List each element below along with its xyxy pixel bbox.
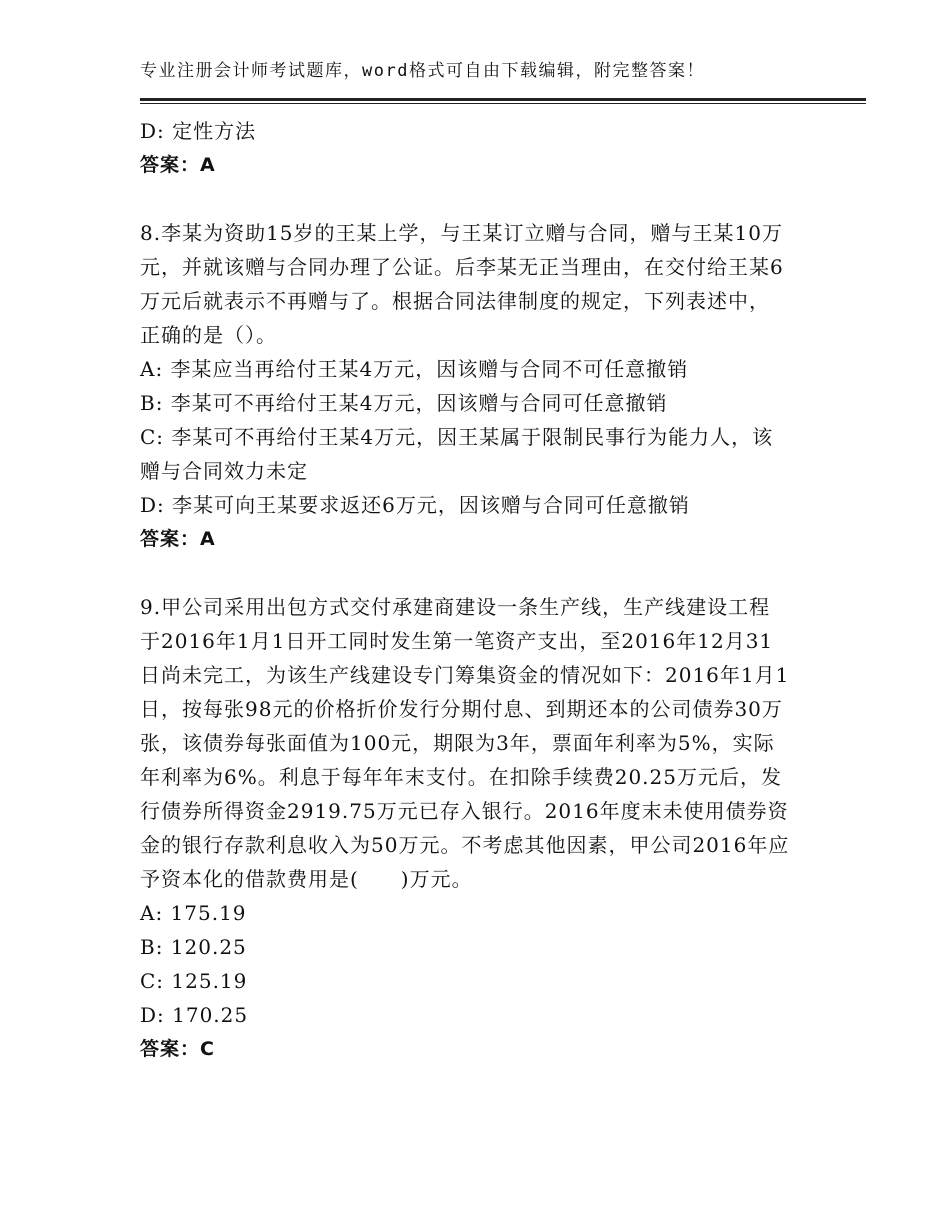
q9-answer: 答案：C [140, 1038, 215, 1060]
q8-stem-line: 万元后就表示不再赠与了。根据合同法律制度的规定，下列表述中， [140, 289, 770, 313]
q9-stem-line: 张，该债券每张面值为100元，期限为3年，票面年利率为5%，实际 [140, 731, 775, 755]
q8-answer: 答案：A [140, 528, 216, 550]
q9-stem-line: 行债券所得资金2919.75万元已存入银行。2016年度末未使用债券资 [140, 799, 789, 823]
q9-option-a: A: 175.19 [140, 901, 247, 925]
q9-stem-line: 日，按每张98元的价格折价发行分期付息、到期还本的公司债券30万 [140, 697, 783, 721]
q8-stem-line: 元，并就该赠与合同办理了公证。后李某无正当理由，在交付给王某6 [140, 255, 784, 279]
q9-stem-line: 予资本化的借款费用是( )万元。 [140, 867, 473, 891]
q9-option-b: B: 120.25 [140, 935, 247, 959]
page-header: 专业注册会计师考试题库，word格式可自由下载编辑，附完整答案！ [140, 61, 705, 81]
header-rule-thin [140, 103, 866, 104]
q9-stem-line: 日尚未完工，为该生产线建设专门筹集资金的情况如下：2016年1月1 [140, 663, 790, 687]
spacer [140, 182, 820, 216]
q7-option-d: D: 定性方法 [140, 119, 257, 143]
q8-option-a: A: 李某应当再给付王某4万元，因该赠与合同不可任意撤销 [140, 357, 689, 381]
q9-stem-line: 金的银行存款利息收入为50万元。不考虑其他因素，甲公司2016年应 [140, 833, 790, 857]
question-8 [140, 216, 820, 556]
q9-option-d: D: 170.25 [140, 1003, 249, 1027]
question-9 [140, 590, 820, 1066]
q8-option-c-cont: 赠与合同效力未定 [140, 459, 308, 483]
q8-stem-line: 8.李某为资助15岁的王某上学，与王某订立赠与合同，赠与王某10万 [140, 221, 783, 245]
q9-stem-line: 于2016年1月1日开工同时发生第一笔资产支出，至2016年12月31 [140, 629, 774, 653]
q8-option-c: C: 李某可不再给付王某4万元，因王某属于限制民事行为能力人，该 [140, 425, 774, 449]
q9-option-c: C: 125.19 [140, 969, 248, 993]
q7-answer: 答案：A [140, 154, 216, 176]
q8-stem-line: 正确的是（）。 [140, 323, 277, 347]
spacer [140, 556, 820, 590]
q8-option-b: B: 李某可不再给付王某4万元，因该赠与合同可任意撤销 [140, 391, 668, 415]
content-body [140, 114, 820, 1066]
q9-stem-line: 年利率为6%。利息于每年年末支付。在扣除手续费20.25万元后，发 [140, 765, 782, 789]
q9-stem-line: 9.甲公司采用出包方式交付承建商建设一条生产线，生产线建设工程 [140, 595, 771, 619]
header-rule-thick [140, 98, 866, 101]
q8-option-d: D: 李某可向王某要求返还6万元，因该赠与合同可任意撤销 [140, 493, 690, 517]
